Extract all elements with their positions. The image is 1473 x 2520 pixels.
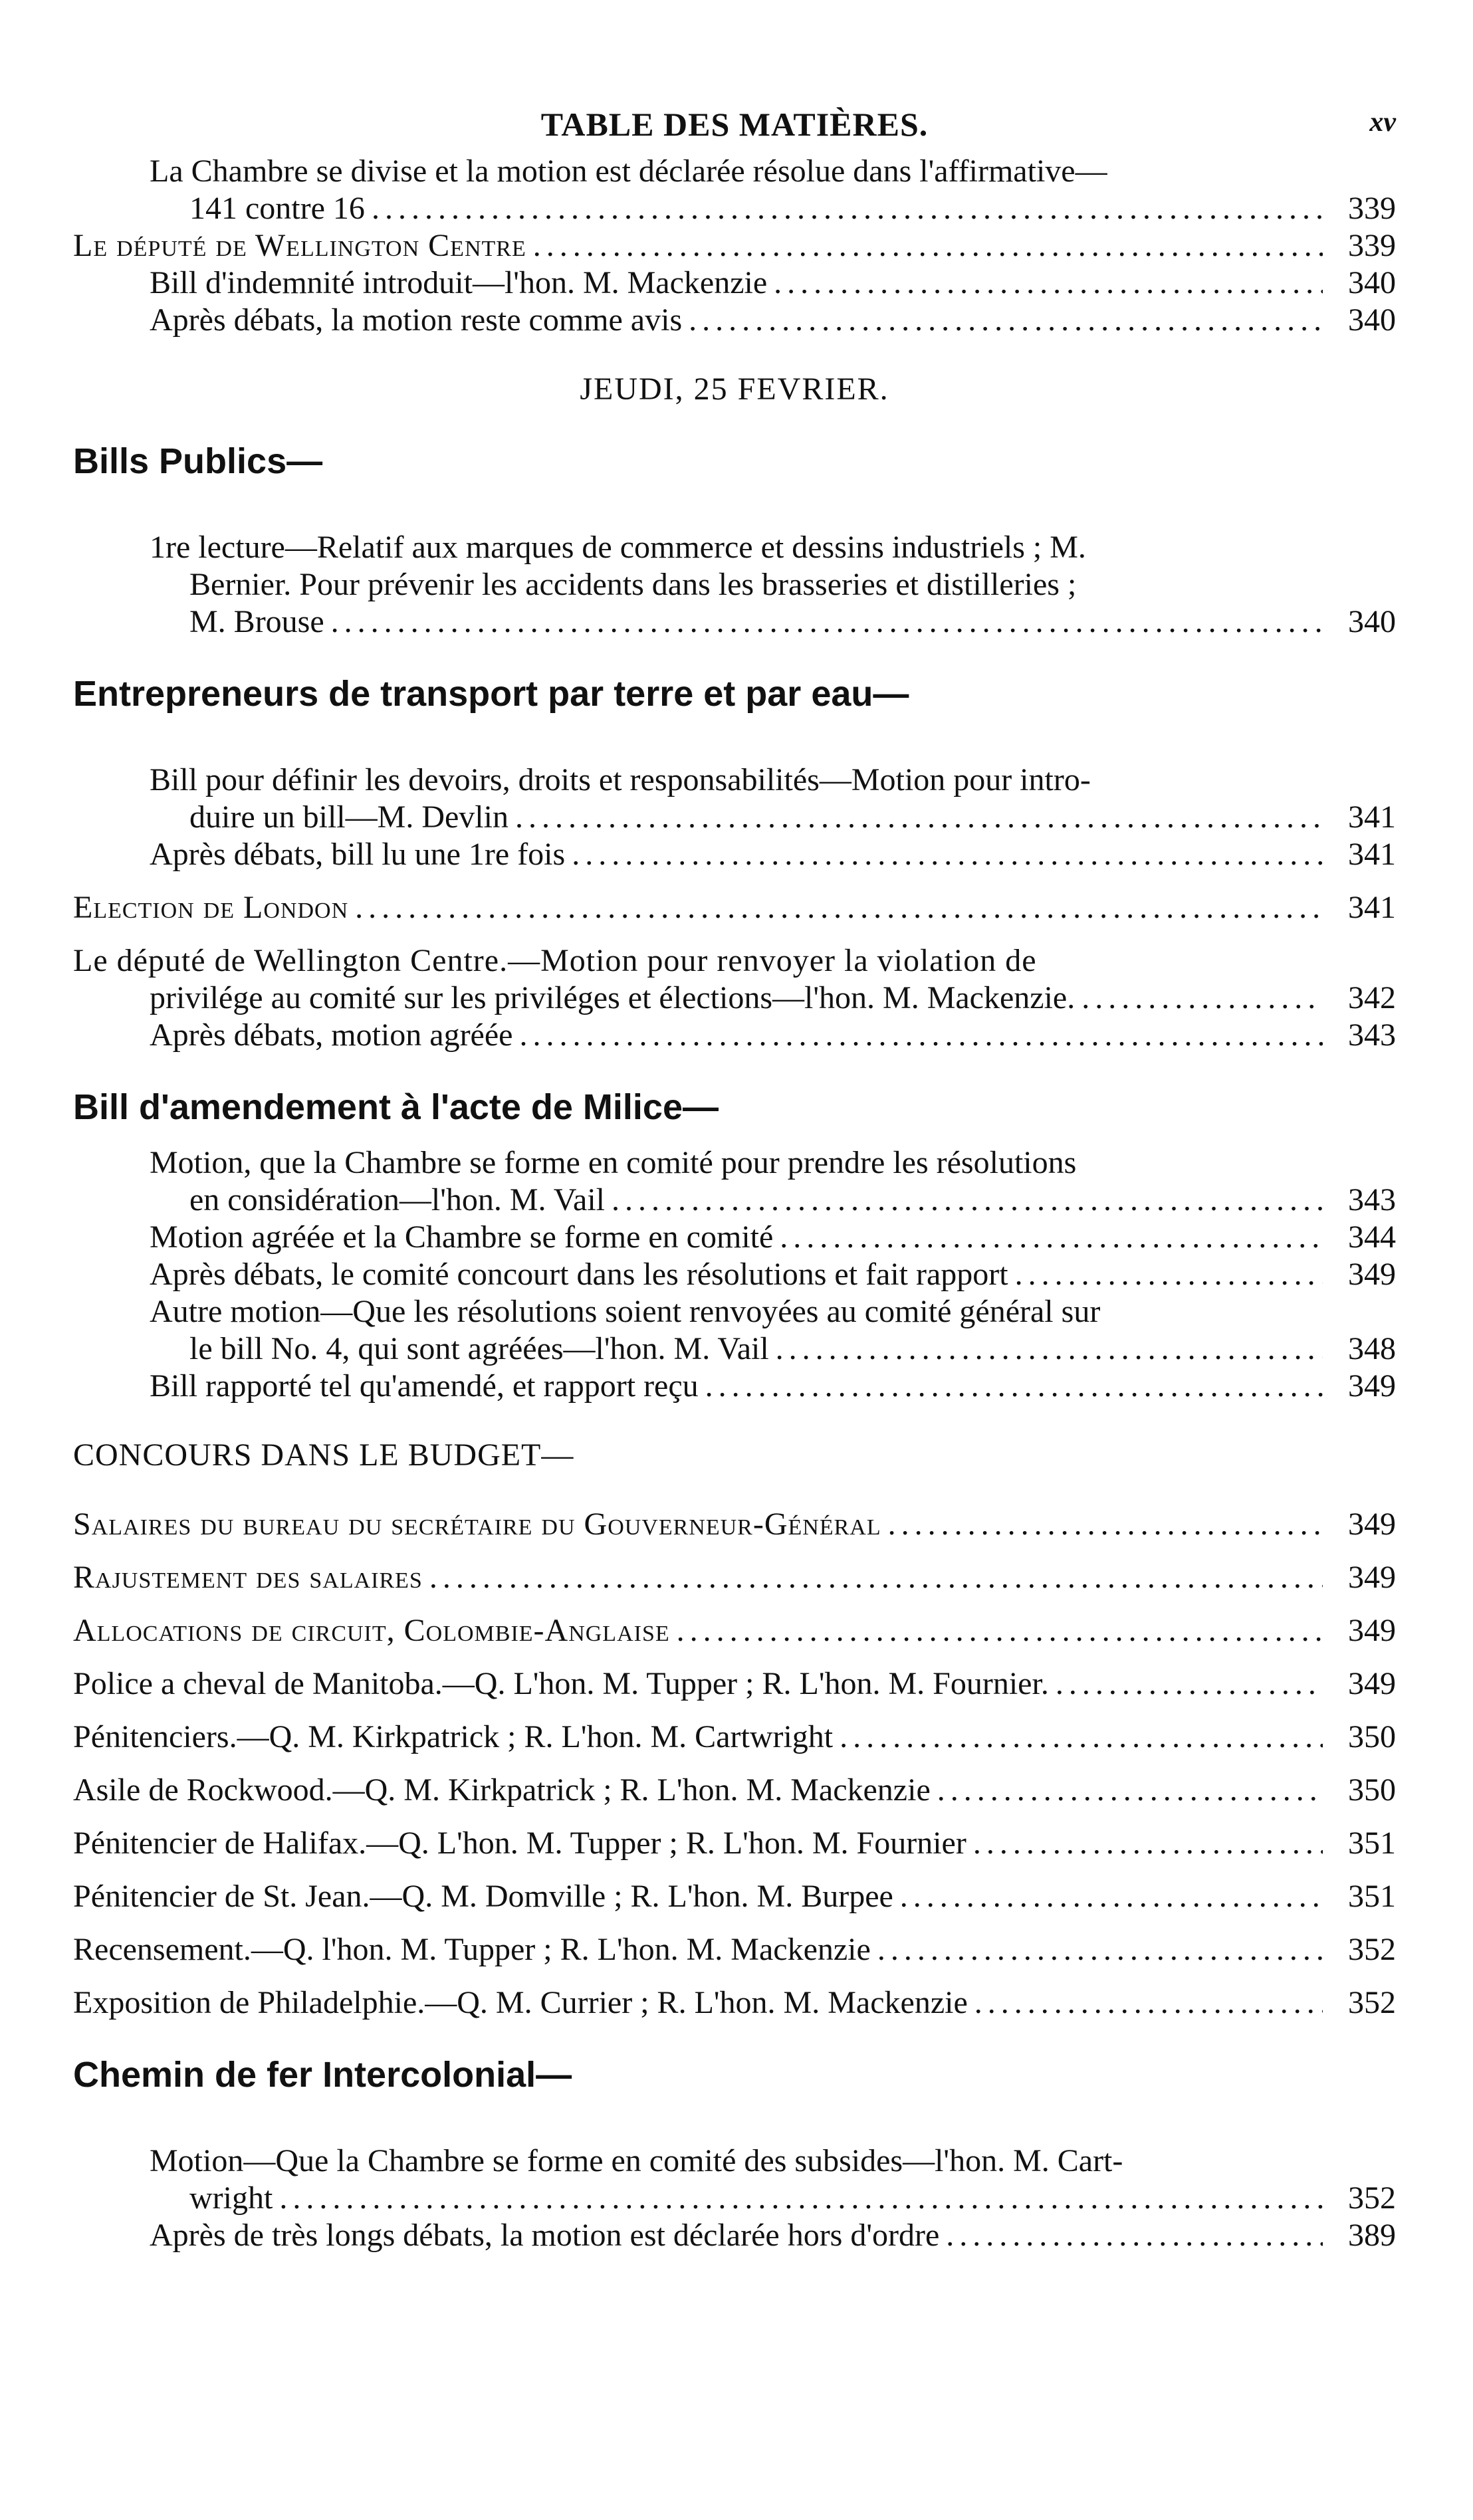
- toc-entry-page: 339: [1348, 191, 1396, 226]
- toc-entry-page: 350: [1348, 1719, 1396, 1754]
- toc-entry-page: 344: [1348, 1219, 1396, 1255]
- toc-entry-text: Salaires du bureau du secrétaire du Gouverneur-Général . . .: [73, 1506, 1323, 1543]
- toc-entry-text: Pénitencier de Halifax.—Q. L'hon. M. Tupper ; R. L'hon. M. Fournier . . .: [73, 1825, 1323, 1862]
- toc-entry-page: 351: [1348, 1879, 1396, 1914]
- toc-entry: [73, 2180, 1396, 2217]
- toc-entry: [73, 1330, 1396, 1368]
- toc-entry-text: privilége au comité sur les priviléges et élections—l'hon. M. Mackenzie. . . .: [150, 980, 1323, 1017]
- toc-entry: [73, 980, 1396, 1017]
- toc-entry-text: Election de London . . .: [73, 889, 1323, 926]
- toc-entry-text: Le député de Wellington Centre . . .: [73, 227, 1323, 264]
- toc-entry: [73, 1612, 1396, 1649]
- toc-entry-text: Bill rapporté tel qu'amendé, et rapport reçu . . .: [150, 1368, 1323, 1405]
- toc-entry-page: 352: [1348, 1932, 1396, 1967]
- toc-entry: [73, 1017, 1396, 1054]
- toc-entry: [73, 1506, 1396, 1543]
- toc-entry: [73, 1825, 1396, 1862]
- toc-entry-line: Motion, que la Chambre se forme en comité pour prendre les résolutions: [150, 1145, 1077, 1180]
- toc-entry: [73, 603, 1396, 641]
- toc-entry-text: Après débats, bill lu une 1re fois . . .: [150, 836, 1323, 873]
- toc-entry-page: 348: [1348, 1331, 1396, 1366]
- toc-entry-line: 1re lecture—Relatif aux marques de commerce et dessins industriels ; M.: [150, 530, 1086, 565]
- toc-entry-text: Bill d'indemnité introduit—l'hon. M. Mackenzie . . .: [150, 264, 1323, 302]
- toc-entry-page: 350: [1348, 1772, 1396, 1808]
- section-title-entrepreneurs: Entrepreneurs de transport par terre et par eau—: [73, 674, 909, 714]
- page-header: [73, 100, 1396, 153]
- toc-entry-page: 339: [1348, 228, 1396, 263]
- toc-entry-page: 349: [1348, 1613, 1396, 1648]
- toc-entry-page: 389: [1348, 2218, 1396, 2253]
- toc-entry-text: Après débats, le comité concourt dans les résolutions et fait rapport . . .: [150, 1256, 1323, 1293]
- toc-entry-page: 341: [1348, 890, 1396, 925]
- section-title-budget: CONCOURS DANS LE BUDGET—: [73, 1437, 574, 1473]
- toc-entry: [73, 1878, 1396, 1915]
- toc-entry: [73, 799, 1396, 836]
- toc-entry: [73, 1772, 1396, 1809]
- toc-entry: [73, 836, 1396, 873]
- toc-entry-text: en considération—l'hon. M. Vail . . .: [189, 1182, 1323, 1219]
- toc-entry-text: Après débats, motion agréée . . .: [150, 1017, 1323, 1054]
- section-title-intercolonial: Chemin de fer Intercolonial—: [73, 2055, 572, 2095]
- section-title-milice: Bill d'amendement à l'acte de Milice—: [73, 1087, 719, 1127]
- toc-entry: [73, 1219, 1396, 1256]
- toc-entry: [73, 302, 1396, 339]
- toc-entry-text: Pénitencier de St. Jean.—Q. M. Domville ; R. L'hon. M. Burpee . . .: [73, 1878, 1323, 1915]
- page-number: xv: [1369, 107, 1396, 138]
- toc-entry-text: M. Brouse . . .: [189, 603, 1323, 641]
- toc-entry-line: La Chambre se divise et la motion est déclarée résolue dans l'affirmative—: [150, 154, 1107, 189]
- toc-entry: [73, 1984, 1396, 2022]
- toc-entry-page: 343: [1348, 1017, 1396, 1053]
- toc-entry-text: 141 contre 16 . . .: [189, 190, 1323, 227]
- toc-entry: [73, 1665, 1396, 1703]
- toc-entry-text: duire un bill—M. Devlin . . .: [189, 799, 1323, 836]
- toc-entry: [73, 227, 1396, 264]
- section-title-bills-publics: Bills Publics—: [73, 441, 323, 481]
- toc-entry-line: Bill pour définir les devoirs, droits et responsabilités—Motion pour intro-: [150, 762, 1091, 797]
- toc-entry-page: 341: [1348, 837, 1396, 872]
- toc-entry-page: 341: [1348, 799, 1396, 835]
- toc-entry-line: Bernier. Pour prévenir les accidents dans les brasseries et distilleries ;: [189, 567, 1077, 602]
- toc-entry-text: wright . . .: [189, 2180, 1323, 2217]
- toc-entry: [73, 1559, 1396, 1596]
- page-title: TABLE DES MATIÈRES.: [540, 106, 929, 143]
- toc-entry-text: le bill No. 4, qui sont agréées—l'hon. M. Vail . . .: [189, 1330, 1323, 1368]
- toc-entry-page: 340: [1348, 604, 1396, 639]
- toc-entry-text: Pénitenciers.—Q. M. Kirkpatrick ; R. L'hon. M. Cartwright . . .: [73, 1719, 1323, 1756]
- toc-entry-page: 342: [1348, 980, 1396, 1015]
- toc-entry: [73, 1256, 1396, 1293]
- toc-entry-text: Motion agréée et la Chambre se forme en comité . . .: [150, 1219, 1323, 1256]
- toc-entry-page: 340: [1348, 265, 1396, 300]
- toc-entry: [73, 1182, 1396, 1219]
- toc-entry: [73, 2217, 1396, 2254]
- toc-entry-text: Allocations de circuit, Colombie-Anglaise . . .: [73, 1612, 1323, 1649]
- toc-entry-line: Motion—Que la Chambre se forme en comité des subsides—l'hon. M. Cart-: [150, 2143, 1123, 2178]
- toc-entry-page: 349: [1348, 1560, 1396, 1595]
- toc-entry: [73, 1368, 1396, 1405]
- toc-entry-text: Recensement.—Q. l'hon. M. Tupper ; R. L'hon. M. Mackenzie . . .: [73, 1931, 1323, 1968]
- toc-entry-page: 349: [1348, 1666, 1396, 1701]
- toc-entry-text: Exposition de Philadelphie.—Q. M. Currier ; R. L'hon. M. Mackenzie . . .: [73, 1984, 1323, 2022]
- toc-entry: [73, 1931, 1396, 1968]
- toc-entry-page: 349: [1348, 1257, 1396, 1292]
- budget-list: [73, 1506, 1396, 2022]
- toc-page: [73, 100, 1396, 2254]
- toc-entry-page: 352: [1348, 2180, 1396, 2216]
- toc-entry-text: Rajustement des salaires . . .: [73, 1559, 1323, 1596]
- toc-entry-text: Après de très longs débats, la motion est déclarée hors d'ordre . . .: [150, 2217, 1323, 2254]
- toc-entry: [73, 1719, 1396, 1756]
- toc-entry-line: Autre motion—Que les résolutions soient renvoyées au comité général sur: [150, 1294, 1101, 1329]
- toc-entry-text: Après débats, la motion reste comme avis . . .: [150, 302, 1323, 339]
- toc-entry-text: Asile de Rockwood.—Q. M. Kirkpatrick ; R. L'hon. M. Mackenzie . . .: [73, 1772, 1323, 1809]
- toc-entry-page: 352: [1348, 1985, 1396, 2020]
- day-heading: JEUDI, 25 FEVRIER.: [580, 371, 889, 407]
- toc-entry-page: 349: [1348, 1507, 1396, 1542]
- toc-entry-page: 349: [1348, 1368, 1396, 1404]
- toc-entry: [73, 264, 1396, 302]
- toc-entry-page: 340: [1348, 302, 1396, 338]
- toc-entry-page: 351: [1348, 1826, 1396, 1861]
- toc-entry-text: Police a cheval de Manitoba.—Q. L'hon. M. Tupper ; R. L'hon. M. Fournier. . . .: [73, 1665, 1323, 1703]
- toc-entry-line: Le député de Wellington Centre.—Motion pour renvoyer la violation de: [73, 943, 1037, 978]
- toc-entry-page: 343: [1348, 1182, 1396, 1217]
- toc-entry: [73, 190, 1396, 227]
- toc-entry: [73, 889, 1396, 926]
